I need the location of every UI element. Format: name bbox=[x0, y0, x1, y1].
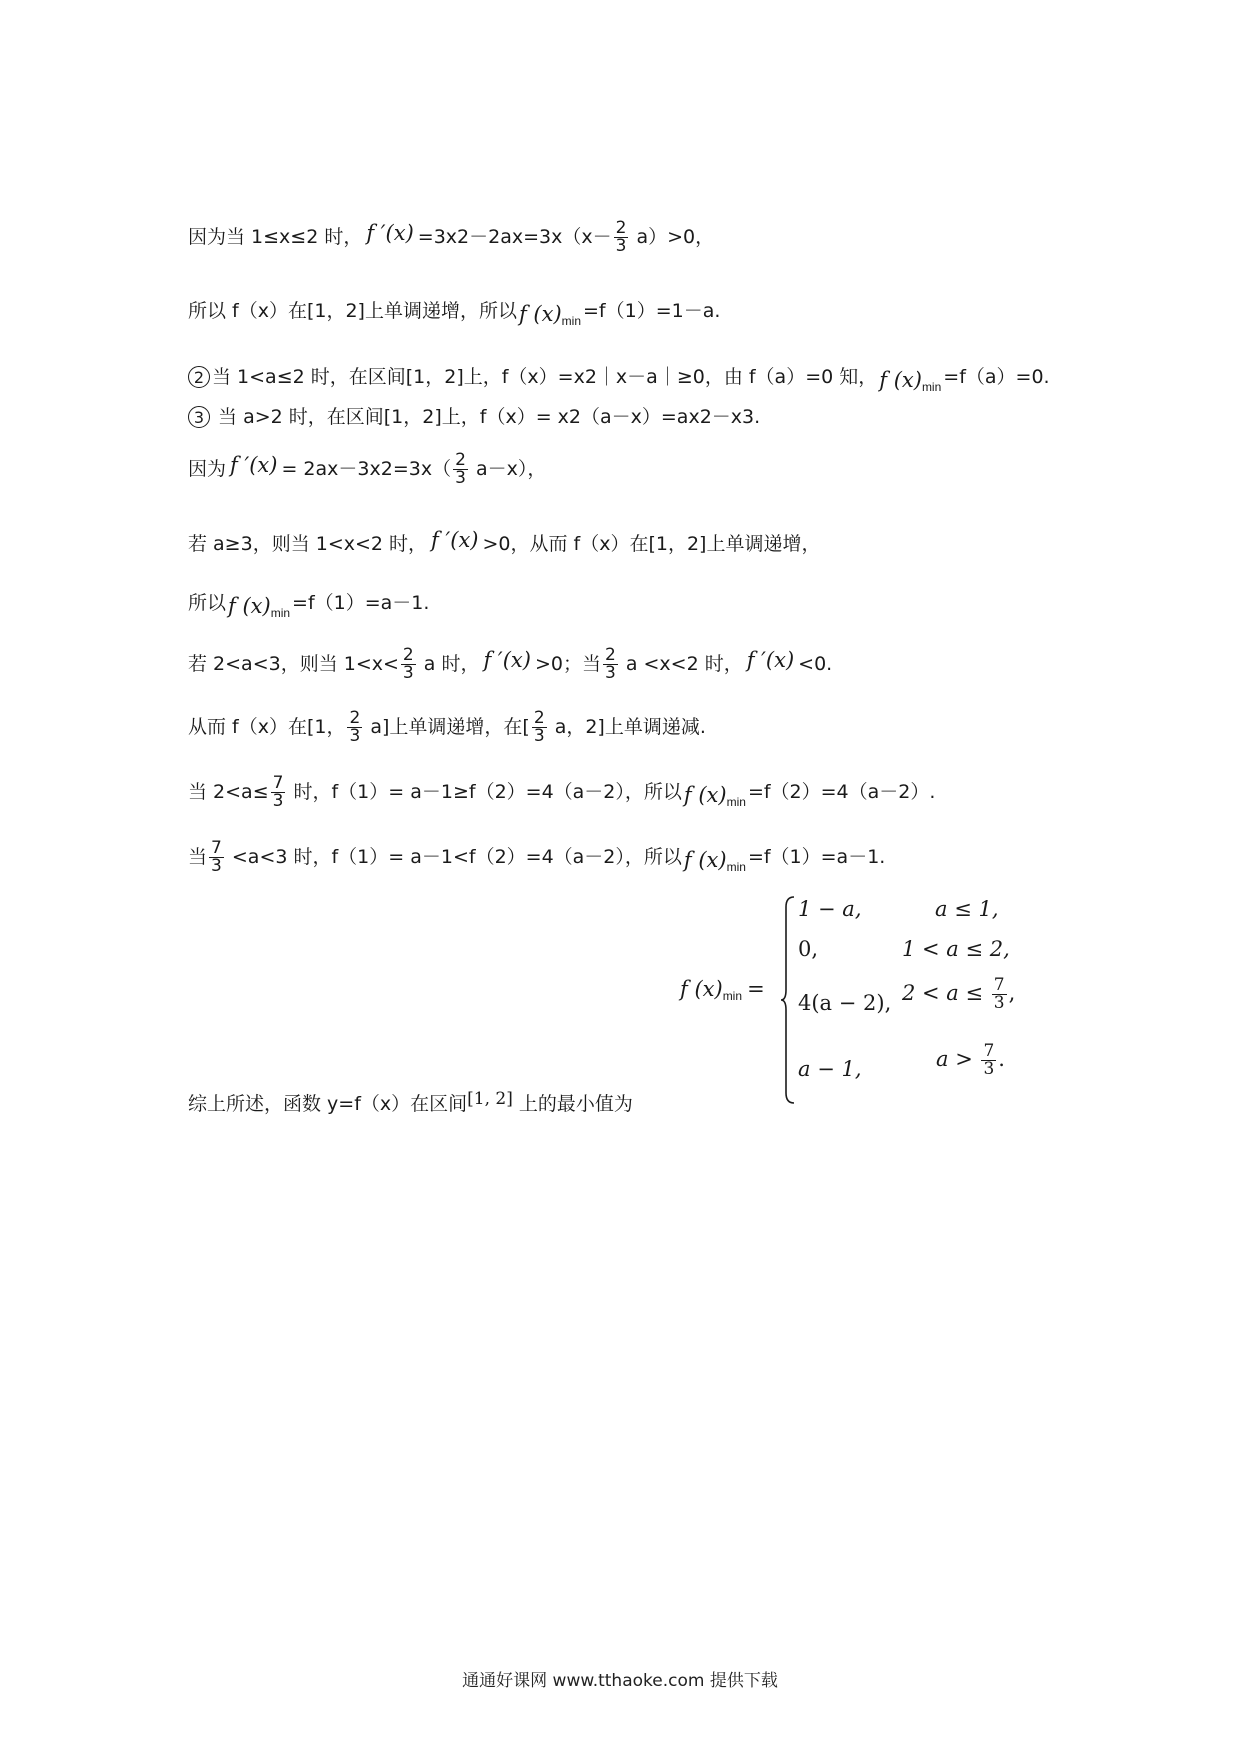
text: a）>0， bbox=[630, 226, 715, 248]
numerator: 7 bbox=[211, 838, 222, 858]
f-min-formula bbox=[879, 365, 941, 402]
numerator: 7 bbox=[272, 773, 284, 793]
solution-line-4 bbox=[188, 402, 760, 432]
piecewise-cond-2: 1 < a ≤ 2, bbox=[902, 937, 1010, 961]
numerator: 2 bbox=[615, 218, 627, 238]
f-prime-formula: f ′(x) bbox=[483, 648, 531, 672]
denominator: 3 bbox=[615, 236, 627, 256]
fraction bbox=[992, 977, 1007, 1012]
text: =f（1）=a－1. bbox=[292, 592, 430, 614]
min-subscript: min bbox=[921, 380, 942, 394]
interval-formula: [1, 2] bbox=[467, 1089, 513, 1109]
f-min-formula bbox=[228, 591, 290, 628]
text: a－x）， bbox=[469, 458, 547, 480]
text: 因为 bbox=[188, 458, 227, 480]
min-subscript: min bbox=[270, 606, 291, 620]
text: 时，f（1）= a－1≥f（2）=4（a－2），所以 bbox=[287, 781, 682, 803]
denominator: 3 bbox=[455, 468, 466, 488]
text: >0，从而 f（x）在[1，2]上单调递增， bbox=[482, 533, 821, 555]
cond-punct: . bbox=[998, 1047, 1005, 1071]
cond-text: a > bbox=[936, 1047, 980, 1071]
text: 所以 f（x）在[1，2]上单调递增，所以 bbox=[188, 300, 517, 322]
piecewise-expr-3: 4(a − 2), bbox=[798, 991, 892, 1015]
min-subscript: min bbox=[561, 314, 582, 328]
fraction bbox=[209, 840, 224, 875]
equals-sign: = bbox=[747, 977, 765, 1001]
denominator: 3 bbox=[211, 856, 222, 876]
text: =f（a）=0. bbox=[943, 366, 1050, 388]
fraction bbox=[347, 710, 362, 745]
fraction bbox=[614, 220, 629, 255]
numerator: 7 bbox=[983, 1041, 995, 1061]
min-subscript: min bbox=[726, 795, 746, 809]
f-prime-formula: f ′(x) bbox=[746, 648, 795, 672]
piecewise-cond-4 bbox=[936, 1043, 1005, 1078]
denominator: 3 bbox=[349, 726, 361, 746]
text: 所以 bbox=[188, 592, 227, 614]
fraction bbox=[603, 647, 618, 682]
solution-line-6 bbox=[188, 525, 820, 559]
text: 上的最小值为 bbox=[512, 1093, 633, 1115]
denominator: 3 bbox=[983, 1059, 995, 1079]
numerator: 7 bbox=[993, 975, 1005, 995]
text: <a<3 时，f（1）= a－1<f（2）=4（a－2），所以 bbox=[225, 846, 682, 868]
denominator: 3 bbox=[604, 663, 616, 683]
piecewise-expr-1: 1 − a, bbox=[798, 897, 862, 921]
piecewise-lhs bbox=[680, 977, 765, 1003]
numerator: 2 bbox=[402, 645, 414, 665]
numerator: 2 bbox=[604, 645, 616, 665]
text: a]上单调递增，在[ bbox=[364, 716, 530, 738]
text: 当 2<a≤ bbox=[188, 781, 269, 803]
text: a，2]上单调递减. bbox=[548, 716, 706, 738]
fraction bbox=[981, 1043, 996, 1078]
fraction bbox=[401, 647, 416, 682]
solution-line-7 bbox=[188, 588, 429, 628]
f-of-x: f (x) bbox=[518, 302, 562, 326]
solution-line-10 bbox=[188, 775, 935, 817]
solution-line-2 bbox=[188, 296, 720, 336]
text: =f（1）=1－a. bbox=[583, 300, 721, 322]
fraction bbox=[453, 452, 468, 487]
page-footer: 通通好课网 www.tthaoke.com 提供下载 bbox=[462, 1671, 778, 1691]
text: 若 a≥3，则当 1<x<2 时， bbox=[188, 533, 428, 555]
solution-line-1 bbox=[188, 218, 714, 255]
solution-line-5 bbox=[188, 450, 546, 487]
f-of-x: f (x) bbox=[680, 977, 723, 1001]
solution-line-3 bbox=[188, 362, 1050, 402]
cond-punct: , bbox=[1008, 981, 1016, 1005]
numerator: 2 bbox=[455, 450, 466, 470]
fraction bbox=[271, 775, 286, 810]
fraction bbox=[532, 710, 547, 745]
text: = 2ax－3x2=3x（ bbox=[281, 458, 452, 480]
text: =f（2）=4（a－2）. bbox=[747, 781, 936, 803]
circled-number-2: 2 bbox=[188, 366, 210, 388]
f-min-formula bbox=[684, 780, 746, 817]
left-brace-icon bbox=[780, 895, 796, 1105]
text: 综上所述，函数 y=f（x）在区间 bbox=[188, 1093, 468, 1115]
piecewise-cond-3 bbox=[902, 977, 1015, 1012]
min-subscript: min bbox=[726, 860, 746, 874]
piecewise-formula bbox=[680, 895, 1016, 1105]
text: 若 2<a<3，则当 1<x< bbox=[188, 653, 399, 675]
denominator: 3 bbox=[533, 726, 545, 746]
text: 因为当 1≤x≤2 时， bbox=[188, 226, 363, 248]
f-prime-formula: f ′(x) bbox=[230, 453, 278, 477]
min-subscript: min bbox=[722, 989, 743, 1003]
denominator: 3 bbox=[993, 993, 1005, 1013]
text: 当 1<a≤2 时，在区间[1，2]上，f（x）=x2｜x－a｜≥0，由 f（a）=0 知， bbox=[212, 366, 878, 388]
solution-line-12 bbox=[188, 1084, 633, 1119]
text: =f（1）=a－1. bbox=[747, 846, 886, 868]
text: a <x<2 时， bbox=[619, 653, 743, 675]
piecewise-cond-1: a ≤ 1, bbox=[935, 897, 999, 921]
f-min-formula bbox=[684, 845, 746, 882]
f-prime-formula: f ′(x) bbox=[366, 221, 414, 245]
f-of-x: f (x) bbox=[879, 368, 922, 392]
text: 当 bbox=[188, 846, 208, 868]
text: <0. bbox=[798, 653, 833, 675]
piecewise-expr-2: 0, bbox=[798, 937, 819, 961]
f-min-formula bbox=[519, 299, 581, 336]
text: a 时， bbox=[417, 653, 480, 675]
circled-number-3: 3 bbox=[188, 406, 210, 428]
f-prime-formula: f ′(x) bbox=[431, 528, 479, 552]
f-of-x: f (x) bbox=[683, 783, 727, 807]
f-of-x: f (x) bbox=[228, 594, 271, 618]
f-of-x: f (x) bbox=[683, 848, 727, 872]
text: 从而 f（x）在[1， bbox=[188, 716, 346, 738]
text: 当 a>2 时，在区间[1，2]上，f（x）= x2（a－x）=ax2－x3. bbox=[212, 406, 761, 428]
numerator: 2 bbox=[349, 708, 361, 728]
text: >0；当 bbox=[534, 653, 601, 675]
solution-line-8 bbox=[188, 645, 832, 682]
cond-text: 2 < a ≤ bbox=[902, 981, 990, 1005]
denominator: 3 bbox=[272, 791, 284, 811]
solution-line-9 bbox=[188, 710, 706, 745]
solution-line-11 bbox=[188, 840, 885, 882]
numerator: 2 bbox=[533, 708, 545, 728]
piecewise-expr-4: a − 1, bbox=[798, 1057, 862, 1081]
denominator: 3 bbox=[402, 663, 414, 683]
text: =3x2－2ax=3x（x－ bbox=[417, 226, 612, 248]
